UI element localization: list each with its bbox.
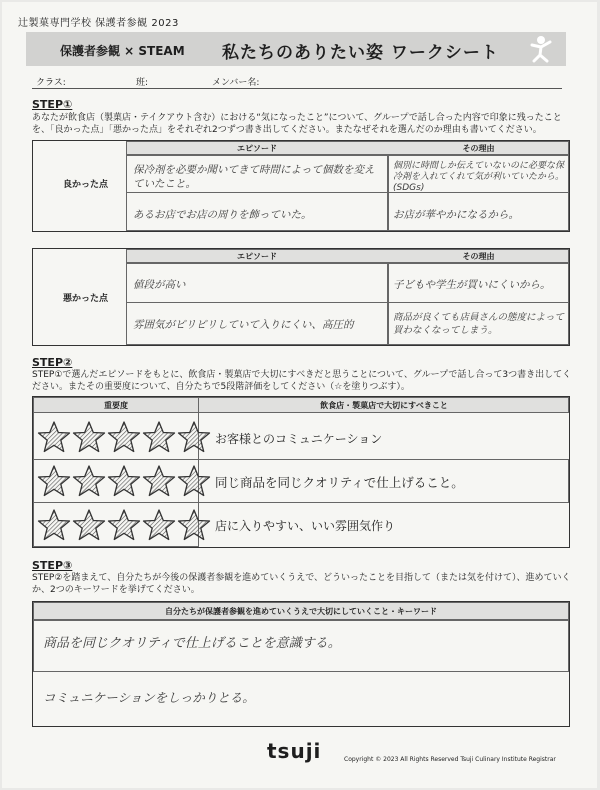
group-label: 班: (136, 78, 149, 88)
reason-col-header: その理由 (462, 144, 495, 153)
school-title: 辻製菓専門学校 保護者参観 2023 (18, 18, 179, 29)
rating-stars (37, 464, 211, 498)
good-episode-1: 保冷剤を必要か聞いてきて時間によって個数を変えていたこと。 (133, 164, 375, 190)
star-icon (107, 420, 141, 454)
step3-description: STEP②を踏まえて、自分たちが今後の保護者参観を進めていくうえで、どういったことを目指して（または気を付けて）、進めていくか、2つのキーワードを挙げてください。 (32, 573, 571, 595)
banner-subtitle: 保護者参観 × STEAM (60, 44, 185, 58)
keywords-table (32, 601, 570, 727)
keyword-2: コミュニケーションをしっかりとる。 (43, 690, 255, 705)
step1-description: あなたが飲食店（製菓店・テイクアウト含む）における“気になったこと”について、グループで話し合った内容で印象に残ったことを、「良かった点」「悪かった点」をそれぞれ2つずつ書き出してください。またなぜそれを選んだのか理由も書いてください。 (32, 113, 562, 135)
good-points-table (32, 140, 570, 232)
bad-label: 悪かった点 (63, 294, 109, 304)
bad-points-table (32, 248, 570, 346)
members-label: メンバー名: (212, 78, 260, 88)
star-icon (107, 464, 141, 498)
good-reason-1: 個別に時間しか伝えていないのに必要な保冷剤を入れてくれて気が利いていたから。(SDGs) (393, 161, 565, 193)
good-episode-2: あるお店でお店の周りを飾っていた。 (133, 209, 312, 221)
episode-col-header: エピソード (237, 144, 277, 153)
bad-reason-2: 商品が良くても店員さんの態度によって買わなくなってしまう。 (393, 312, 565, 336)
star-icon (37, 464, 71, 498)
star-icon (142, 508, 176, 542)
banner-title: 私たちのありたい姿 ワークシート (222, 43, 499, 63)
bad-episode-1: 値段が高い (133, 279, 186, 291)
step2-description: STEP①で選んだエピソードをもとに、飲食店・製菓店で大切にすべきだと思うことについて、グループで話し合って3つ書き出してください。またその重要度について、自分たちで5段階評価をしてください（☆を塗りつぶす）。 (32, 370, 572, 392)
star-icon (72, 464, 106, 498)
important-item-3: 店に入りやすい、いい雰囲気作り (215, 519, 396, 533)
star-icon (142, 420, 176, 454)
important-col-header: 飲食店・製菓店で大切にすべきこと (320, 401, 448, 410)
star-icon (72, 508, 106, 542)
rating-stars (37, 420, 211, 454)
star-icon (107, 508, 141, 542)
bad-reason-1: 子どもや学生が買いにくいから。 (393, 279, 551, 291)
tsuji-logo: tsuji (267, 739, 322, 763)
step3-heading: STEP③ (32, 559, 73, 572)
step1-heading: STEP① (32, 98, 73, 111)
star-icon (177, 464, 211, 498)
star-icon (142, 464, 176, 498)
star-icon (72, 420, 106, 454)
importance-col-header: 重要度 (104, 401, 128, 410)
person-icon (528, 35, 554, 63)
good-reason-2: お店が華やかになるから。 (393, 209, 519, 221)
title-banner (26, 32, 566, 66)
worksheet-page (2, 2, 597, 788)
step2-heading: STEP② (32, 356, 73, 369)
class-label: クラス: (36, 78, 66, 88)
star-icon (177, 508, 211, 542)
episode-col-header-2: エピソード (237, 252, 277, 261)
star-icon (177, 420, 211, 454)
star-icon (37, 508, 71, 542)
important-item-2: 同じ商品を同じクオリティで仕上げること。 (215, 475, 464, 490)
rating-stars (37, 508, 211, 542)
reason-col-header-2: その理由 (462, 252, 495, 261)
keywords-header: 自分たちが保護者参観を進めていくうえで大切にしていくこと・キーワード (165, 607, 437, 616)
important-item-1: お客様とのコミュニケーション (215, 432, 383, 446)
keyword-1: 商品を同じクオリティで仕上げることを意識する。 (43, 636, 341, 651)
star-icon (37, 420, 71, 454)
importance-table (32, 396, 570, 548)
bad-episode-2: 雰囲気がピリピリしていて入りにくい、高圧的 (133, 319, 354, 331)
good-label: 良かった点 (63, 180, 109, 190)
copyright: Copyright © 2023 All Rights Reserved Tsuji Culinary Institute Registrar (344, 756, 556, 763)
info-row (32, 72, 562, 89)
